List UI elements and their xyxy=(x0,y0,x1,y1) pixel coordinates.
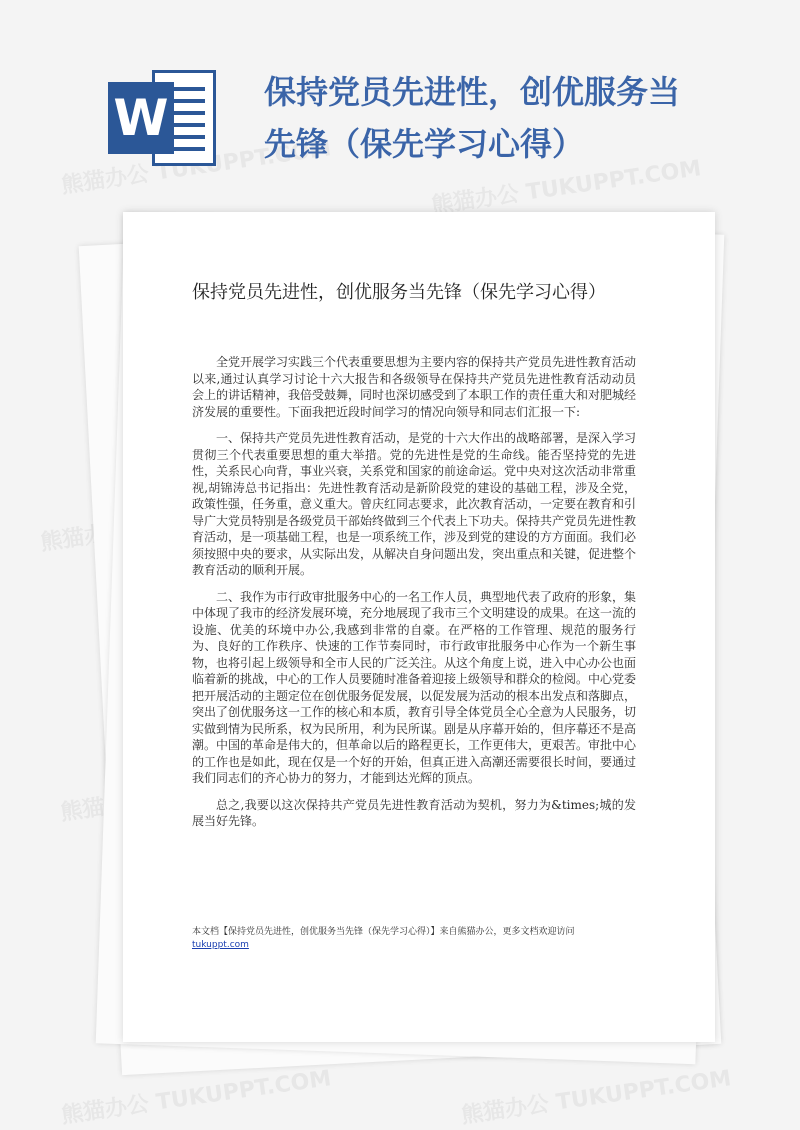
watermark: 熊猫办公 TUKUPPT.COM xyxy=(429,156,703,219)
paragraph: 二、我作为市行政审批服务中心的一名工作人员，典型地代表了政府的形象，集中体现了我市的经济发展环境，充分地展现了我市三个文明建设的成果。在这一流的设施、优美的环境中办公,我感到非常的自豪。在严格的工作管理、规范的服务行为、良好的工作秩序、快速的工作节奏同时，市行政审批服务中心作为一个新生事物，也将引起上级领导和全市人民的广泛关注。从这个角度上说，进入中心办公也面临着新的挑战，中心的工作人员要随时准备着迎接上级领导和群众的检阅。中心党委把开展活动的主题定位在创优服务促发展，以促发展为活动的根本出发点和落脚点，突出了创优服务这一工作的核心和本质，教育引导全体党员全心全意为人民服务，切实做到情为民所系，权为民所用，利为民所谋。剧是从序幕开始的，但序幕还不是高潮。中国的革命是伟大的，但革命以后的路程更长，工作更伟大，更艰苦。审批中心的工作也是如此，现在仅是一个好的开始，但真正进入高潮还需要很长时间，要通过我们同志们的齐心协力的努力，才能到达光辉的顶点。 xyxy=(192,589,637,785)
watermark: 熊猫办公 xyxy=(38,518,130,556)
watermark: 熊猫办公 TUKUPPT.COM xyxy=(59,136,333,199)
footer-text: 本文档【保持党员先进性，创优服务当先锋（保先学习心得）】来自熊猫办公，更多文档欢迎访问 xyxy=(192,927,575,937)
word-document-icon xyxy=(108,70,216,166)
banner-title: 保持党员先进性，创优服务当先锋（保先学习心得） xyxy=(264,73,681,163)
paragraph: 一、保持共产党员先进性教育活动，是党的十六大作出的战略部署，是深入学习贯彻三个代表重要思想的重大举措。党的先进性是党的生命线。能否坚持党的先进性，关系民心向背，事业兴衰，关系党和国家的前途命运。党中央对这次活动非常重视,胡锦涛总书记指出：先进性教育活动是新阶段党的建设的基础工程，涉及全党，政策性强，任务重，意义重大。曾庆红同志要求，此次教育活动，一定要在教育和引导广大党员特别是各级党员干部始终做到三个代表上下功夫。保持共产党员先进性教育活动，是一项基础工程，也是一项系统工作，涉及到党的建设的方方面面。我们必须按照中央的要求，从实际出发，从解决自身问题出发，突出重点和关键，促进整个教育活动的顺利开展。 xyxy=(192,431,637,577)
document-footer xyxy=(192,926,636,952)
document-title: 保持党员先进性，创优服务当先锋（保先学习心得） xyxy=(192,282,606,303)
word-letter: W xyxy=(108,82,174,154)
document-body xyxy=(192,354,636,840)
watermark: 熊猫办公 TUKUPPT.COM xyxy=(459,1066,733,1129)
paragraph: 总之,我要以这次保持共产党员先进性教育活动为契机，努力为&times;城的发展当好先锋。 xyxy=(192,797,636,828)
footer-link[interactable]: tukuppt.com xyxy=(192,940,249,950)
watermark: 熊猫办公 TUKUPPT.COM xyxy=(59,1066,333,1129)
paragraph: 全党开展学习实践三个代表重要思想为主要内容的保持共产党员先进性教育活动以来,通过认真学习讨论十六大报告和各级领导在保持共产党员先进性教育活动动员会上的讲话精神，我倍受鼓舞，同时也深切感受到了本职工作的责任重大和对肥城经济发展的重要性。下面我把近段时间学习的情况向领导和同志们汇报一下: xyxy=(192,355,637,419)
